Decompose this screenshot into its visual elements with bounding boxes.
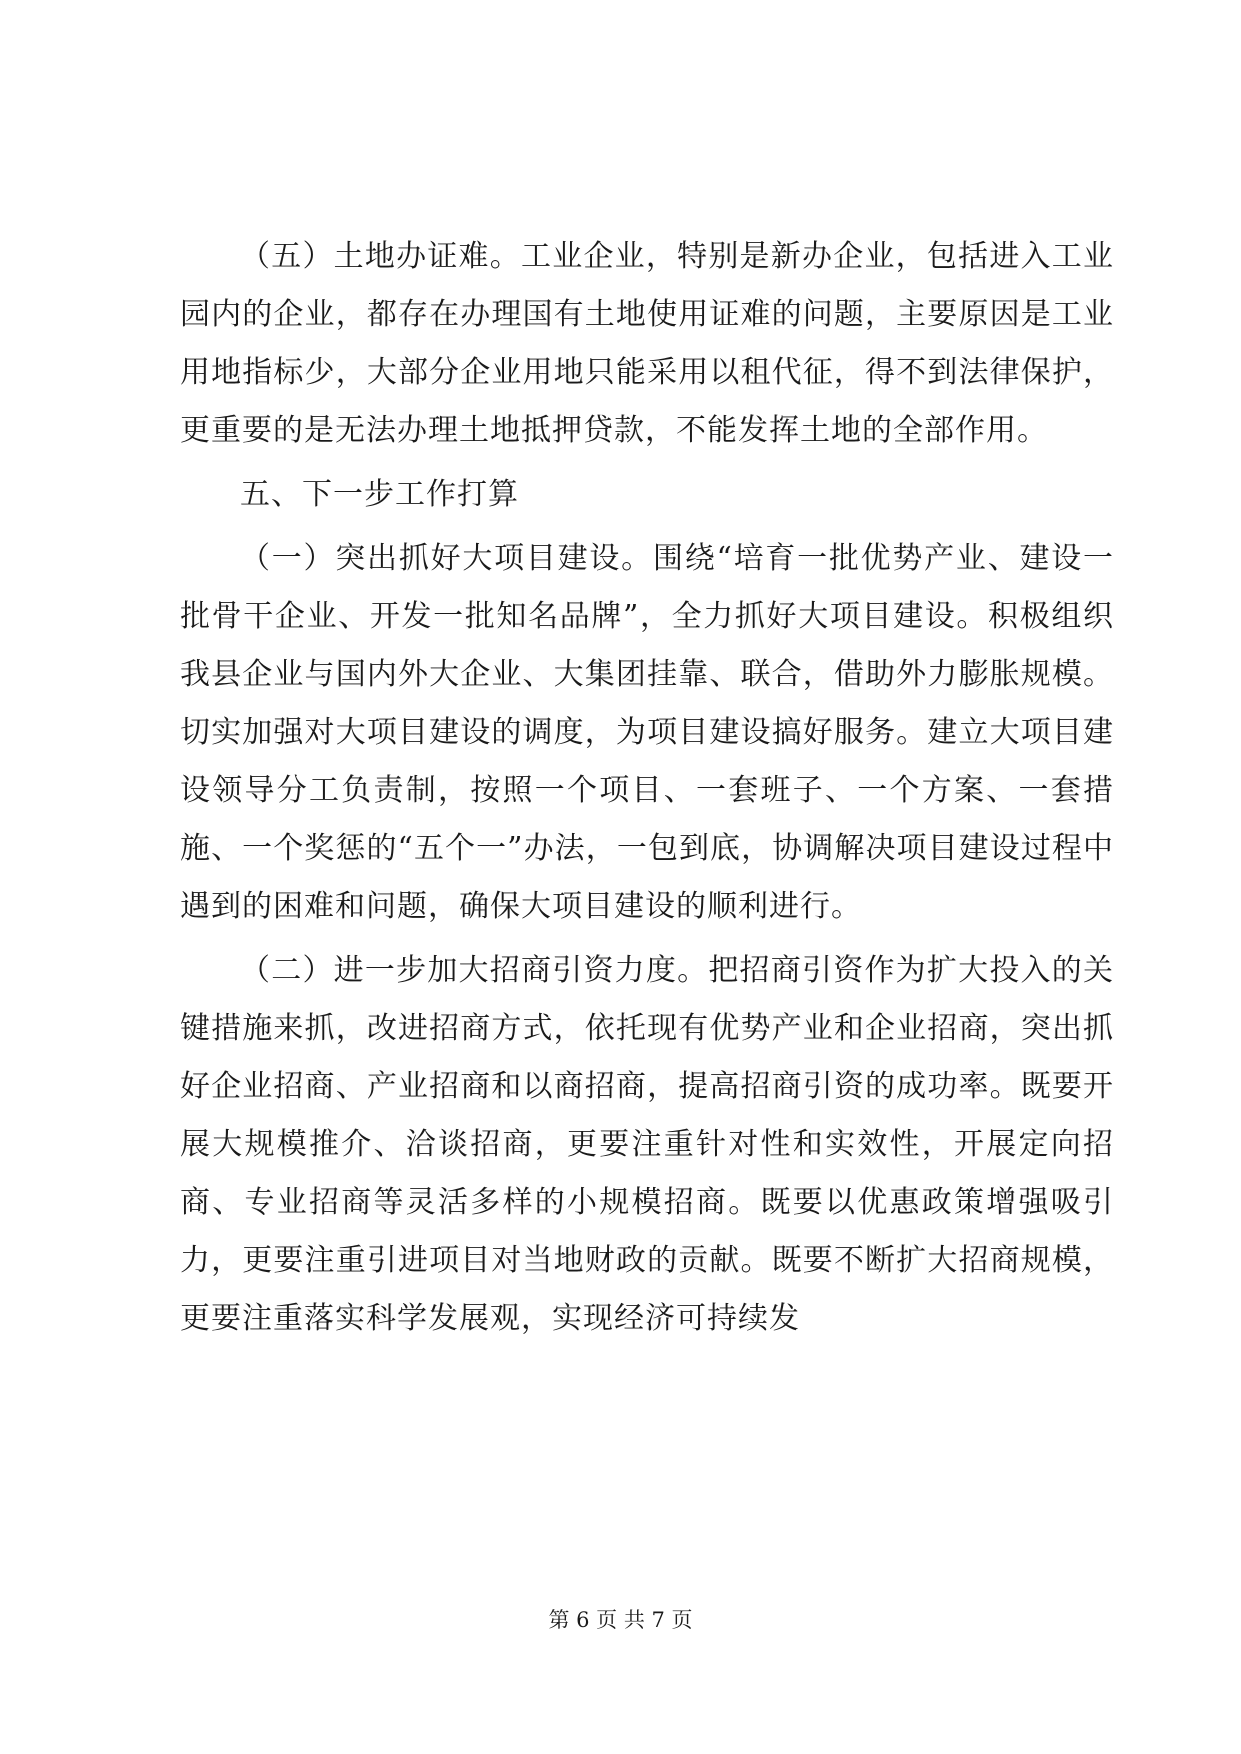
paragraph-land-certificate: （五）土地办证难。工业企业，特别是新办企业，包括进入工业园内的企业，都存在办理国有土地使用证难的问题，主要原因是工业用地指标少，大部分企业用地只能采用以租代征，得不到法律保护，更重要的是无法办理土地抵押贷款，不能发挥土地的全部作用。	[180, 239, 1114, 448]
paragraph-investment: （二）进一步加大招商引资力度。把招商引资作为扩大投入的关键措施来抓，改进招商方式，依托现有优势产业和企业招商，突出抓好企业招商、产业招商和以商招商，提高招商引资的成功率。既要开展大规模推介、洽谈招商，更要注重针对性和实效性，开展定向招商、专业招商等灵活多样的小规模招商。既要以优惠政策增强吸引力，更要注重引进项目对当地财政的贡献。既要不断扩大招商规模，更要注重落实科学发展观，实现经济可持续发	[180, 953, 1114, 1336]
page-number-footer: 第 6 页 共 7 页	[548, 1608, 693, 1632]
paragraph-big-projects: （一）突出抓好大项目建设。围绕“培育一批优势产业、建设一批骨干企业、开发一批知名品牌”，全力抓好大项目建设。积极组织我县企业与国内外大企业、大集团挂靠、联合，借助外力膨胀规模。切实加强对大项目建设的调度，为项目建设搞好服务。建立大项目建设领导分工负责制，按照一个项目、一套班子、一个方案、一套措施、一个奖惩的“五个一”办法，一包到底，协调解决项目建设过程中遇到的困难和问题，确保大项目建设的顺利进行。	[180, 541, 1114, 924]
section-heading-next-steps: 五、下一步工作打算	[240, 477, 519, 512]
document-body	[180, 228, 1114, 1348]
